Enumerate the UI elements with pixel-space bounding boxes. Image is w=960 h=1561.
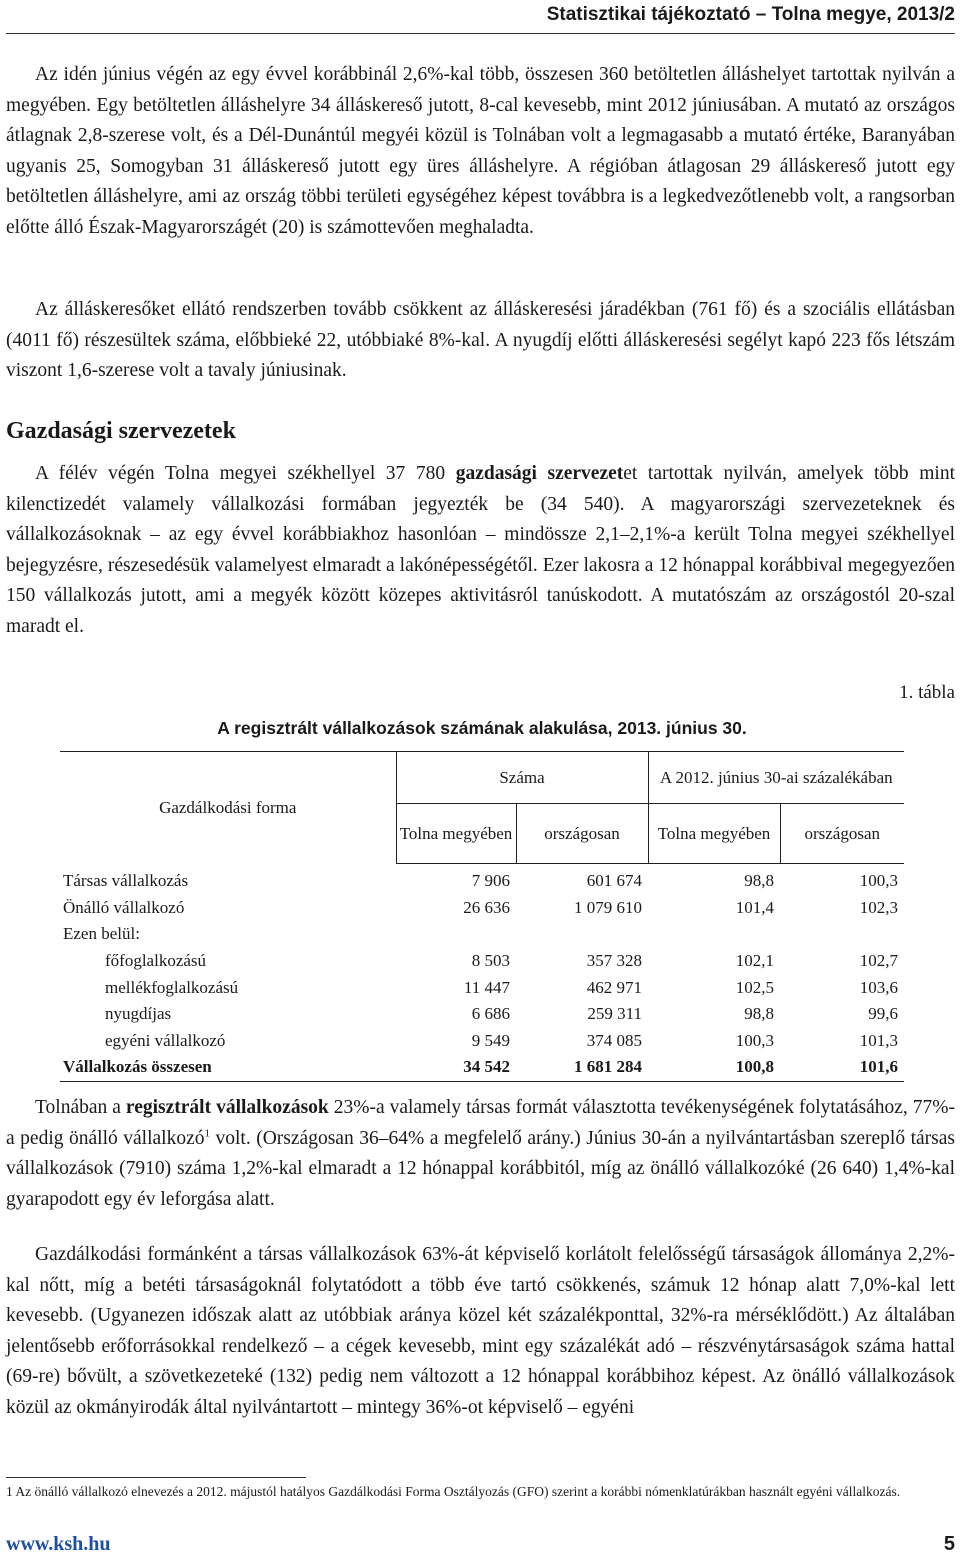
registered-enterprises-table — [60, 751, 904, 1082]
cell-tolna-count: 7 906 — [471, 871, 510, 891]
cell-national-percent: 101,3 — [859, 1030, 898, 1050]
cell-national-count: 259 311 — [587, 1004, 642, 1024]
column-group-percent: A 2012. június 30-ai százalékában — [648, 752, 904, 804]
row-label: főfoglalkozású — [105, 951, 207, 971]
paragraph-emphasis: gazdasági szervezet — [455, 463, 624, 484]
column-header-tolna-count: Tolna megyében — [396, 804, 516, 864]
empty-cell — [396, 921, 516, 948]
cell-tolna-count: 8 503 — [471, 951, 510, 971]
cell-national-percent: 100,3 — [859, 871, 898, 891]
column-group-count: Száma — [396, 752, 648, 804]
page-number: 5 — [943, 1533, 955, 1555]
table-row — [60, 921, 904, 948]
cell-national-percent: 102,7 — [859, 951, 898, 971]
cell-tolna-count: 26 636 — [463, 897, 510, 917]
cell-national-percent: 99,6 — [868, 1004, 898, 1024]
cell-tolna-percent: 98,8 — [744, 1004, 774, 1024]
table-total-row — [60, 1054, 904, 1081]
cell-national-percent: 102,3 — [859, 897, 898, 917]
paragraph-legal-forms: Gazdálkodási formánként a társas vállalkozások 63%-át képviselő korlátolt felelősségű társaságok állománya 2,2%-kal nőtt, míg a betéti társaságoknál folytatódott a több éve tartó csökkenés, számuk 12 hónap alatt 7,0%-kal lett kevesebb. (Ugyanezen időszak alatt az utóbbiak aránya közel két százalékponttal, 32%-ra mérséklődött.) Az általában jelentősebb erőforrásokkal rendelkező – a cégek kevesebb, mint egy százalékát adó – részvénytársaságok száma hattal (69-re) bővült, a szövetkezeteké (132) pedig nem változott a 12 hónappal korábbihoz képest. Az önálló vállalkozások közül az okmányirodák által nyilvántartott – mintegy 36%-ot képviselő – egyéni — [6, 1244, 955, 1418]
footnote-reference[interactable]: 1 — [204, 1127, 210, 1139]
cell-national-count: 1 079 610 — [574, 897, 642, 917]
cell-tolna-count: 11 447 — [463, 977, 510, 997]
document-header-title: Statisztikai tájékoztató – Tolna megye, 2013/2 — [546, 4, 955, 25]
row-label: Önálló vállalkozó — [63, 897, 185, 917]
column-header-national-percent: országosan — [780, 804, 904, 864]
paragraph-registered-enterprises — [6, 1093, 955, 1215]
ksh-website-link[interactable]: www.ksh.hu — [6, 1533, 111, 1555]
paragraph-text: volt. (Országosan 36–64% a megfelelő arány.) Június 30-án a nyilvántartásban szereplő társas vállalkozások (7910) száma 1,2%-kal elmaradt a 12 hónappal korábbitól, míg az önálló vállalkozóké (26 640) 1,4%-kal gyarapodott egy év leforgása alatt. — [6, 1127, 955, 1210]
paragraph-jobseeker-benefits: Az álláskeresőket ellátó rendszerben tovább csökkent az álláskeresési járadékban (761 fő) és a szociális ellátásban (4011 fő) részesültek száma, előbbieké 22, utóbbiaké 8%-kal. A nyugdíj előtti álláskeresési segélyt kapó 223 fős létszám viszont 1,6-szerese volt a tavaly júniusinak. — [6, 299, 955, 381]
row-label: egyéni vállalkozó — [105, 1030, 226, 1050]
table-row — [60, 974, 904, 1001]
cell-tolna-count: 6 686 — [471, 1004, 510, 1024]
table-row — [60, 864, 904, 895]
paragraph-economic-organizations — [6, 459, 955, 642]
table-title: A regisztrált vállalkozások számának alakulása, 2013. június 30. — [217, 718, 747, 738]
empty-cell — [780, 921, 904, 948]
paragraph-text: 23%-a valamely társas formát választotta tevékenységének folytatásához, 77%-a pedig önálló vállalkozó — [6, 1097, 956, 1149]
cell-national-count: 462 971 — [586, 977, 642, 997]
footnote-divider — [6, 1477, 306, 1478]
cell-national-count: 601 674 — [586, 871, 642, 891]
table-row — [60, 1001, 904, 1028]
cell-national-count: 374 085 — [586, 1030, 642, 1050]
row-label: Társas vállalkozás — [63, 871, 189, 891]
section-heading-economic-organizations: Gazdasági szervezetek — [6, 418, 236, 444]
paragraph-text: et tartottak nyilván, amelyek több mint kilenctizedét valamely vállalkozási formában jegyezték be (34 540). A magyarországi szervezeteknek és vállalkozásoknak – az egy évvel korábbiakhoz hasonlóan – mindössze 2,1–2,1%-a került Tolna megyei székhellyel bejegyzésre, részesedésük valamelyest elmaradt a lakónépességétől. Ezer lakosra a 12 hónappal korábbival megegyezően 150 vállalkozás jutott, ami a megyék között közepes aktivitásról tanúskodott. A mutatószám az országostól 20-szal maradt el. — [6, 463, 955, 637]
table-row — [60, 948, 904, 975]
paragraph-text: Tolnában a — [35, 1097, 126, 1118]
cell-tolna-percent: 98,8 — [744, 871, 774, 891]
column-header-form: Gazdálkodási forma — [60, 752, 396, 864]
table-row — [60, 895, 904, 922]
cell-tolna-percent: 100,3 — [735, 1030, 774, 1050]
cell-national-count: 1 681 284 — [516, 1054, 648, 1081]
cell-tolna-percent: 100,8 — [648, 1054, 780, 1081]
cell-national-count: 357 328 — [586, 951, 642, 971]
column-header-tolna-percent: Tolna megyében — [648, 804, 780, 864]
paragraph-job-vacancies: Az idén június végén az egy évvel korábbinál 2,6%-kal több, összesen 360 betöltetlen álláshelyet tartottak nyilván a megyében. Egy betöltetlen álláshelyre 34 álláskereső jutott, 8-cal kevesebb, mint 2012 júniusában. A mutató az országos átlagnak 2,8-szerese volt, és a Dél-Dunántúl megyéi közül is Tolnában volt a legmagasabb a mutató értéke, Baranyában ugyanis 25, Somogyban 31 álláskereső jutott egy üres álláshelyre. A régióban átlagosan 29 álláskereső jutott egy betöltetlen álláshelyre, ami az ország többi területi egységéhez képest továbbra is a legkedvezőtlenebb volt, a rangsorban előtte álló Észak-Magyarországét (20) is számottevően meghaladta. — [6, 64, 955, 238]
cell-tolna-count: 34 542 — [396, 1054, 516, 1081]
footnote-text: 1 Az önálló vállalkozó elnevezés a 2012. májustól hatályos Gazdálkodási Forma Osztályozás (GFO) szerint a korábbi nómenklatúrákban használt egyéni vállalkozás. — [6, 1484, 901, 1499]
column-header-national-count: országosan — [516, 804, 648, 864]
empty-cell — [648, 921, 780, 948]
cell-national-percent: 101,6 — [780, 1054, 904, 1081]
cell-tolna-count: 9 549 — [471, 1030, 510, 1050]
paragraph-text: A félév végén Tolna megyei székhellyel 37 780 — [35, 463, 456, 484]
table-row — [60, 1028, 904, 1055]
empty-cell — [516, 921, 648, 948]
cell-tolna-percent: 102,1 — [735, 951, 774, 971]
cell-national-percent: 103,6 — [859, 977, 898, 997]
row-label: mellékfoglalkozású — [105, 977, 239, 997]
paragraph-emphasis: regisztrált vállalkozások — [125, 1097, 329, 1118]
row-label: nyugdíjas — [105, 1004, 172, 1024]
cell-tolna-percent: 101,4 — [735, 897, 774, 917]
cell-tolna-percent: 102,5 — [735, 977, 774, 997]
row-label: Ezen belül: — [63, 924, 140, 944]
table-number: 1. tábla — [899, 682, 955, 703]
header-divider — [6, 33, 955, 34]
row-label: Vállalkozás összesen — [60, 1054, 396, 1081]
